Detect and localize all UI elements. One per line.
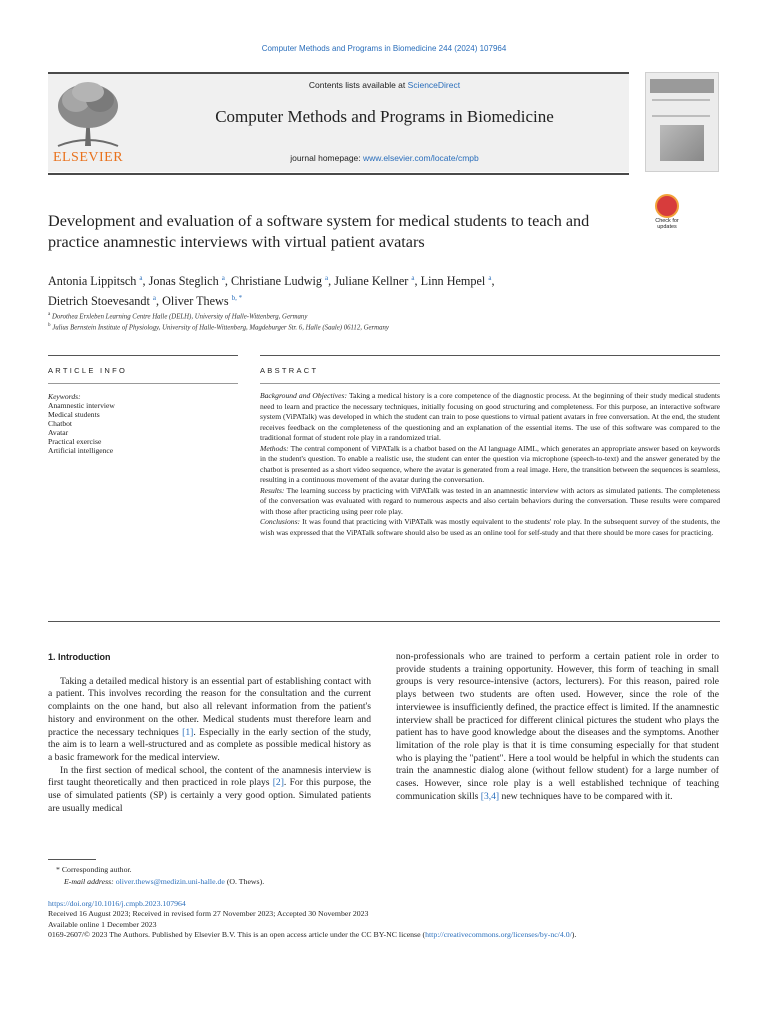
cover-image (660, 125, 704, 161)
email-link[interactable]: oliver.thews@medizin.uni-halle.de (115, 877, 225, 886)
author-name: Antonia Lippitsch (48, 274, 137, 289)
abstract-paragraph (260, 444, 720, 486)
doi-link[interactable]: https://doi.org/10.1016/j.cmpb.2023.107964 (48, 899, 186, 908)
abstract-section-label: Background and Objectives: (260, 391, 347, 400)
contents-prefix: Contents lists available at (308, 80, 406, 90)
author-affiliation-mark[interactable]: a (411, 274, 415, 282)
author-name: Christiane Ludwig (230, 274, 322, 289)
license-line (48, 930, 728, 940)
abstract-bottom-rule (48, 621, 720, 622)
body-column-left (48, 651, 371, 815)
journal-homepage-line (140, 153, 629, 163)
abstract-top-rule (260, 355, 720, 356)
section-heading-introduction: 1. Introduction (48, 652, 111, 662)
author-affiliation-mark[interactable]: a (221, 274, 225, 282)
body-text: non-professionals who are trained to perform a certain patient role in order to provide students a training opportunity. However, this form of teaching in small groups is very resource-intensive (actors, lecturers). For this reason, paired role plays between two students are often used. However, since the role of the interviewee is insufficiently defined, the practice effect is limited. If the anamnestic interview shall be practiced for different clinical pictures the student who plays the patient has to have good knowledge about the diseases and the symptoms. Another limitation of the role play is that it is time consuming especially for that student who is playing the "patient". Here a tool would be helpful in which the students can train the anamnestic dialog alone (without fellow student) for a large number of cases. However, since role play is a well established technique of teaching communication skills (396, 651, 719, 802)
corresponding-mark: * (56, 865, 60, 874)
body-paragraph (48, 765, 371, 816)
email-label: E-mail address: (64, 877, 114, 886)
affiliation-text: Dorothea Erxleben Learning Centre Halle (DELH), University of Halle-Wittenberg, Germany (51, 313, 308, 321)
article-info-top-rule (48, 355, 238, 356)
journal-title: Computer Methods and Programs in Biomedicine (215, 107, 554, 126)
received-dates: Received 16 August 2023; Received in revised form 27 November 2023; Accepted 30 November 2023 (48, 909, 369, 919)
article-title: Development and evaluation of a software system for medical students to teach and practice anamnestic interviews with virtual patient avatars (48, 212, 590, 251)
license-suffix: ). (571, 930, 577, 940)
citation-link[interactable]: [2] (272, 777, 284, 789)
body-text: . Especially in the early section of the study, the aim is to learn a well-structured and as complete as possible medical history as a basic framework for the medical interview. (48, 726, 371, 763)
body-text: Taking a detailed medical history is an essential part of establishing contact with a patient. This involves recording the reason for the consultation and the current complaints on the one hand, but also all relevant information from the patient's history and environment on the other. Medical students must therefore learn and practice the necessary techniques (48, 675, 371, 738)
affiliation-a (48, 312, 728, 320)
footnote-rule (48, 859, 96, 860)
author-name: Linn Hempel (420, 274, 486, 289)
abstract-section-label: Conclusions: (260, 517, 301, 526)
cover-band (650, 79, 714, 93)
abstract-paragraph (260, 517, 720, 538)
abstract-section-label: Methods: (260, 443, 289, 453)
author-affiliation-mark[interactable]: b, * (231, 294, 243, 303)
keyword-item: Medical students (48, 410, 100, 419)
elsevier-wordmark: ELSEVIER (52, 150, 124, 165)
keyword-item: Anamnestic interview (48, 401, 115, 410)
abstract-heading: ABSTRACT (260, 366, 319, 375)
abstract-section-text: The central component of ViPATalk is a chatbot based on the AI language AIML, which generates an appropriate answer based on keywords in the student's question. To enable a realistic use, the student can enter the question via microphone (speech-to-text) and the answer generated by the chatbot is presented as a short video sequence, where the avatar is generated from a real image. Here, the transition between the sequences is seamless, resulting in a continuous movement of the avatar during the conversation. (260, 443, 720, 484)
email-suffix: (O. Thews). (224, 877, 265, 886)
author-affiliation-mark[interactable]: a (139, 274, 143, 282)
author-affiliation-mark[interactable]: a (325, 274, 329, 282)
keyword-item: Avatar (48, 428, 69, 437)
keywords-block (48, 392, 238, 455)
keywords-label: Keywords: (48, 392, 81, 401)
author-name: Jonas Steglich (148, 274, 219, 289)
email-note (64, 877, 744, 887)
author-list: Antonia Lippitsch $^a$, Jonas Steglich $^a$, Christiane Ludwig $^a$, Juliane Kellner $^a$, Linn Hempel $^a$, Dietrich Stoevesandt $^a$, Oliver Thews $^{b, *}$ (48, 274, 495, 309)
body-paragraph (396, 651, 719, 803)
cover-lines (652, 99, 710, 117)
homepage-prefix: journal homepage: (290, 153, 361, 163)
journal-citation[interactable]: Computer Methods and Programs in Biomedicine 244 (2024) 107964 (261, 44, 507, 53)
citation-link[interactable]: [1] (182, 726, 194, 738)
article-metadata (48, 899, 728, 941)
keyword-item: Practical exercise (48, 437, 102, 446)
body-text: In the first section of medical school, the content of the anamnesis interview is first taught theoretically and then practiced in role plays (48, 764, 371, 789)
license-link[interactable]: http://creativecommons.org/licenses/by-nc/4.0/ (425, 930, 572, 940)
article-info-heading: ARTICLE INFO (48, 366, 128, 375)
affiliation-mark: a (48, 312, 51, 317)
contents-line (140, 80, 629, 90)
author-affiliation-mark[interactable]: a (152, 294, 157, 303)
abstract-section-text: The learning success by practicing with ViPATalk was tested in an anamnestic interview with actors as simulated patients. The completeness of the conversation was evaluated with regard to numerous aspects and also certain behaviors during the conversation. These results were compared with those after practicing using peer role play. (260, 485, 720, 516)
body-paragraph (48, 676, 371, 765)
corresponding-label: Corresponding author. (61, 865, 132, 874)
body-column-right (396, 651, 719, 803)
check-for-updates-badge[interactable] (648, 194, 686, 232)
crossmark-icon (655, 194, 679, 218)
author-name: Dietrich Stoevesandt (48, 294, 150, 309)
body-text: new techniques have to be compared with it. (499, 790, 673, 802)
abstract-sub-rule (260, 383, 720, 384)
abstract-paragraph (260, 486, 720, 518)
journal-cover-thumbnail[interactable] (645, 72, 719, 172)
author-affiliation-mark[interactable]: a (488, 274, 492, 282)
affiliation-text: Julius Bernstein Institute of Physiology, University of Halle-Wittenberg, Magdeburger Str. 6, Halle (Saale) 06112, Germany (52, 324, 389, 332)
available-online: Available online 1 December 2023 (48, 919, 157, 929)
keyword-item: Chatbot (48, 419, 73, 428)
corresponding-author-note (56, 865, 736, 875)
affiliation-b (48, 323, 728, 331)
body-text: . For this purpose, the use of simulated patients (SP) is certainly a very good option. Simulated patients are usually medical (48, 777, 371, 814)
author-name: Oliver Thews (162, 294, 229, 309)
homepage-link[interactable]: www.elsevier.com/locate/cmpb (363, 153, 479, 163)
affiliation-mark: b (48, 323, 51, 328)
abstract-section-text: It was found that practicing with ViPATalk was mostly equivalent to the students' role play. In the subsequent survey of the students, the wish was expressed that the ViPATalk software should also be used as an online tool for self-study and that there should be more cases for practicing. (260, 517, 720, 537)
keyword-item: Artificial intelligence (48, 446, 114, 455)
license-text: 0169-2607/© 2023 The Authors. Published by Elsevier B.V. This is an open access article under the CC BY-NC license ( (48, 930, 426, 940)
abstract-section-label: Results: (260, 485, 285, 495)
citation-link[interactable]: [3,4] (480, 790, 500, 802)
header-divider (48, 173, 629, 175)
abstract-section-text: Taking a medical history is a core competence of the diagnostic process. At the beginning of their study medical students need to learn and practice the necessary techniques, initially focusing on good structuring and completeness. For this purpose, an interactive software system (ViPATalk) was developed in which the student can train to pose questions to virtual patient avatars in free conversation. At the end, the student receives feedback on the completeness of the questioning and an explanation of the essential items. The use of this software was compared to the traditional format of student role play in a randomized trial. (260, 391, 720, 442)
author-name: Juliane Kellner (334, 274, 409, 289)
abstract-paragraph (260, 391, 720, 444)
article-info-sub-rule (48, 383, 238, 384)
abstract-body (260, 391, 720, 538)
sciencedirect-link[interactable]: ScienceDirect (407, 80, 461, 90)
crossmark-label: Check for updates (655, 218, 679, 230)
